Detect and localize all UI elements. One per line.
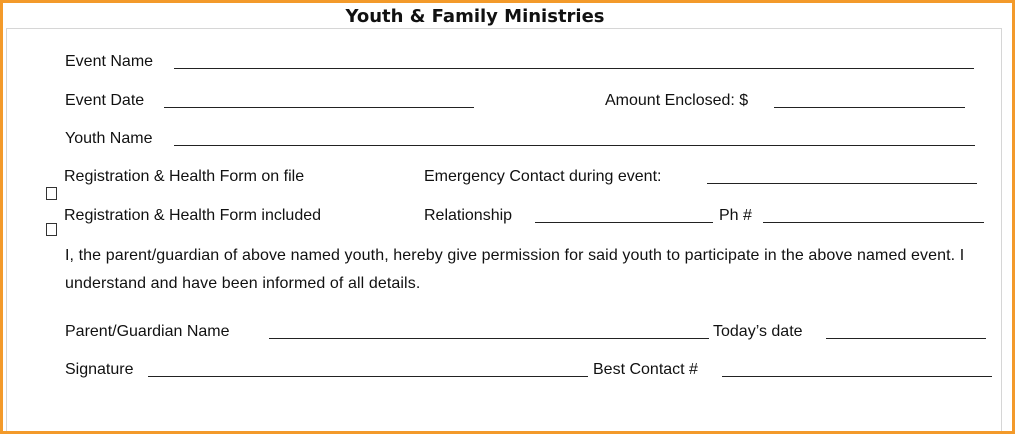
- reg-included-label: Registration & Health Form included: [64, 207, 322, 224]
- youth-name-label: Youth Name: [65, 130, 153, 147]
- reg-on-file-checkbox[interactable]: [46, 187, 57, 200]
- form-title: Youth & Family Ministries: [345, 6, 605, 27]
- emergency-contact-label: Emergency Contact during event:: [424, 168, 662, 185]
- phone-label: Ph #: [719, 207, 752, 224]
- amount-enclosed-line[interactable]: [774, 107, 965, 108]
- emergency-contact-line[interactable]: [707, 183, 977, 184]
- reg-on-file-label: Registration & Health Form on file: [64, 168, 305, 185]
- permission-statement: I, the parent/guardian of above named youth, hereby give permission for said youth to participate in the above named event. I understand and have been informed of all details.: [65, 247, 965, 292]
- event-name-line[interactable]: [174, 68, 974, 69]
- amount-enclosed-label: Amount Enclosed: $: [605, 92, 749, 109]
- event-date-line[interactable]: [164, 107, 474, 108]
- reg-included-checkbox[interactable]: [46, 223, 57, 236]
- event-name-label: Event Name: [65, 53, 154, 70]
- youth-name-line[interactable]: [174, 145, 975, 146]
- relationship-line[interactable]: [535, 222, 713, 223]
- relationship-label: Relationship: [424, 207, 513, 224]
- form-panel: [6, 28, 1002, 431]
- best-contact-line[interactable]: [722, 376, 992, 377]
- best-contact-label: Best Contact #: [593, 361, 698, 378]
- parent-name-label: Parent/Guardian Name: [65, 323, 230, 340]
- todays-date-label: Today’s date: [713, 323, 803, 340]
- parent-name-line[interactable]: [269, 338, 709, 339]
- phone-line[interactable]: [763, 222, 984, 223]
- signature-line[interactable]: [148, 376, 588, 377]
- signature-label: Signature: [65, 361, 134, 378]
- todays-date-line[interactable]: [826, 338, 986, 339]
- event-date-label: Event Date: [65, 92, 145, 109]
